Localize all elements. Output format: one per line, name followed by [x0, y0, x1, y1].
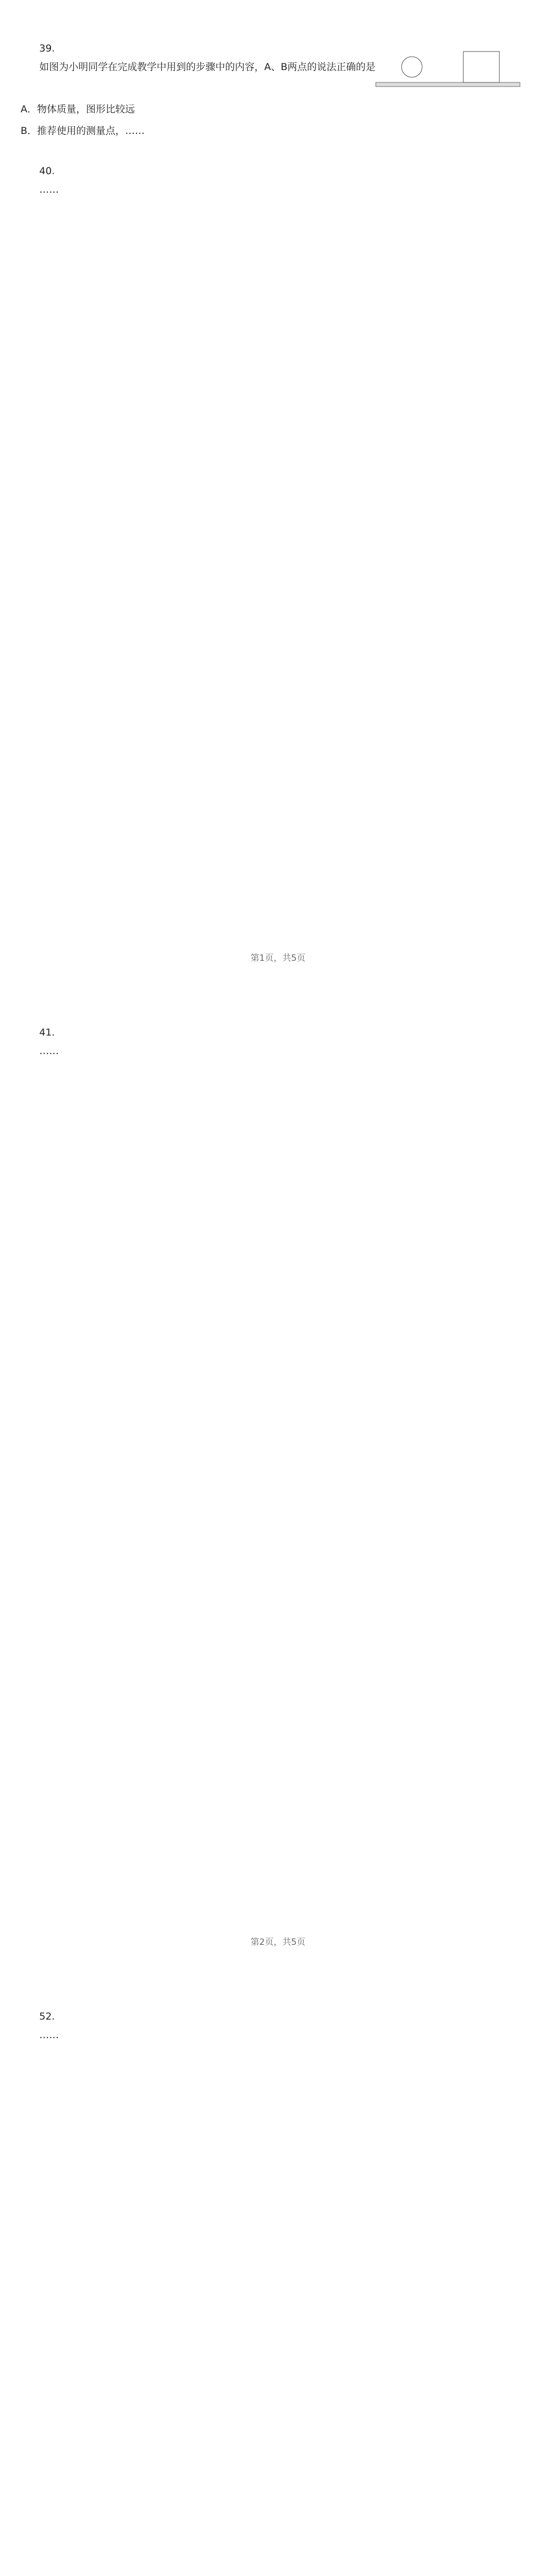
page-3	[0, 1968, 556, 2576]
question-text: ……	[39, 2029, 59, 2041]
question-number: 40.	[39, 165, 55, 177]
question-text: 如图为小明同学在完成教学中用到的步骤中的内容，A、B两点的说法正确的是	[39, 61, 376, 73]
question-text: ……	[39, 1045, 59, 1057]
question-number: 41.	[39, 1027, 55, 1038]
option-text: A．物体质量，图形比较远	[21, 104, 135, 115]
option-text: B．推荐使用的测量点，……	[21, 125, 145, 137]
question-number: 52.	[39, 2011, 55, 2022]
question-text: ……	[39, 184, 59, 195]
diagram-figure-1	[371, 21, 525, 124]
page-3-content	[21, 1989, 474, 2068]
option-b	[21, 122, 474, 140]
page-2	[0, 984, 556, 1968]
page-1	[0, 0, 556, 984]
page-footer: 第2页，共5页	[250, 1937, 306, 1947]
question-number: 39.	[39, 43, 55, 54]
question-52	[21, 1989, 474, 2063]
page-2-content	[21, 1005, 474, 1084]
page-footer: 第1页，共5页	[250, 953, 306, 963]
question-41	[21, 1005, 474, 1079]
question-40	[21, 143, 474, 217]
